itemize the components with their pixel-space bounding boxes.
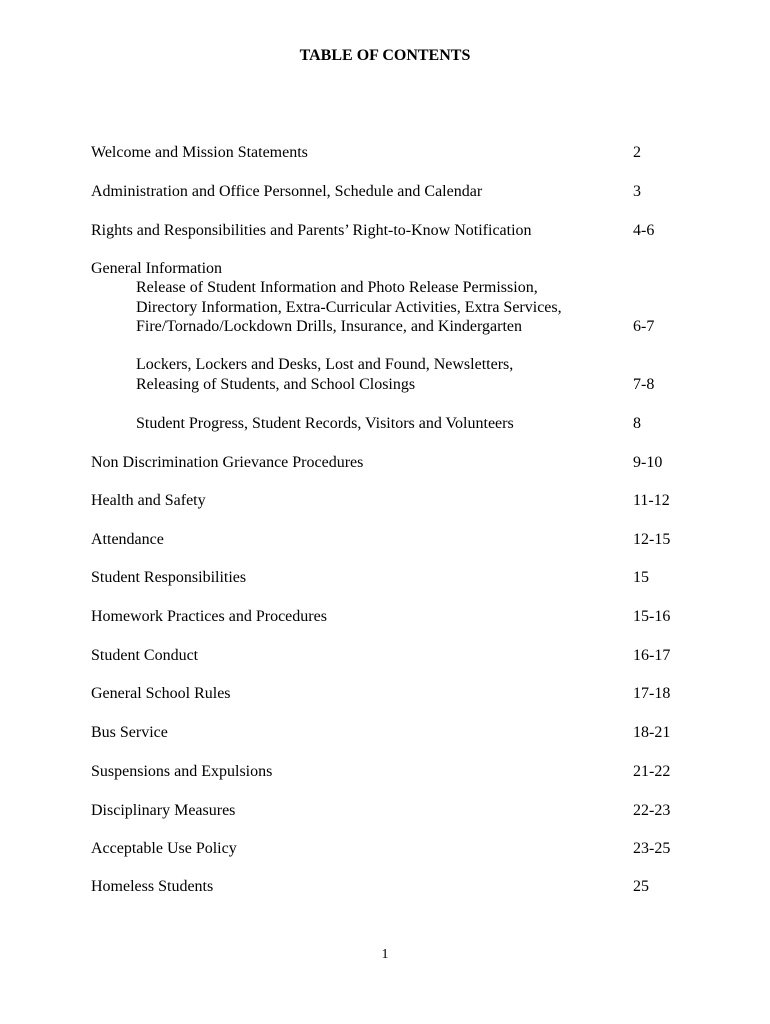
toc-entry-label: Disciplinary Measures [91, 802, 236, 819]
toc-entry-page: 6-7 [633, 318, 655, 335]
toc-entry-label: Rights and Responsibilities and Parents’ Right-to-Know Notification [91, 222, 532, 239]
toc-entry-page: 15-16 [633, 608, 671, 625]
toc-entry-label: Acceptable Use Policy [91, 840, 237, 857]
toc-entry-page: 8 [633, 415, 641, 432]
toc-entry-label: Student Responsibilities [91, 569, 247, 586]
toc-entry-page: 18-21 [633, 724, 671, 741]
toc-entry-page: 16-17 [633, 647, 671, 664]
toc-entry-label: Non Discrimination Grievance Procedures [91, 454, 364, 471]
toc-entry-label: Welcome and Mission Statements [91, 144, 308, 161]
toc-entry-page: 9-10 [633, 454, 663, 471]
toc-entry-label: Suspensions and Expulsions [91, 763, 273, 780]
toc-subentry-line: Releasing of Students, and School Closings [136, 376, 416, 393]
toc-entry-label: Health and Safety [91, 492, 206, 509]
toc-entry-page: 12-15 [633, 531, 671, 548]
toc-entry-page: 4-6 [633, 222, 655, 239]
toc-entry-label: Homework Practices and Procedures [91, 608, 327, 625]
toc-entry-label: Student Conduct [91, 647, 199, 664]
toc-entry-page: 7-8 [633, 376, 655, 393]
toc-subentry-line: Student Progress, Student Records, Visitors and Volunteers [136, 415, 514, 432]
toc-subentry-line: Release of Student Information and Photo Release Permission, [136, 279, 538, 296]
toc-subentry-line: Fire/Tornado/Lockdown Drills, Insurance, and Kindergarten [136, 318, 523, 335]
toc-subentry-line: Directory Information, Extra-Curricular Activities, Extra Services, [136, 299, 562, 316]
toc-entry-label: Bus Service [91, 724, 168, 741]
page-title: TABLE OF CONTENTS [299, 47, 471, 64]
toc-subentry-line: Lockers, Lockers and Desks, Lost and Found, Newsletters, [136, 356, 514, 373]
toc-entry-page: 15 [633, 569, 649, 586]
toc-section-heading: General Information [91, 260, 223, 277]
toc-entry-label: Administration and Office Personnel, Schedule and Calendar [91, 183, 483, 200]
toc-entry-page: 17-18 [633, 685, 671, 702]
toc-entry-page: 2 [633, 144, 641, 161]
toc-entry-page: 22-23 [633, 802, 671, 819]
toc-entry-page: 23-25 [633, 840, 671, 857]
toc-entry-page: 11-12 [633, 492, 670, 509]
toc-entry-label: Attendance [91, 531, 164, 548]
page-number: 1 [381, 947, 389, 962]
toc-entry-page: 3 [633, 183, 641, 200]
toc-entry-label: General School Rules [91, 685, 231, 702]
toc-entry-label: Homeless Students [91, 878, 214, 895]
toc-entry-page: 21-22 [633, 763, 671, 780]
toc-entry-page: 25 [633, 878, 649, 895]
